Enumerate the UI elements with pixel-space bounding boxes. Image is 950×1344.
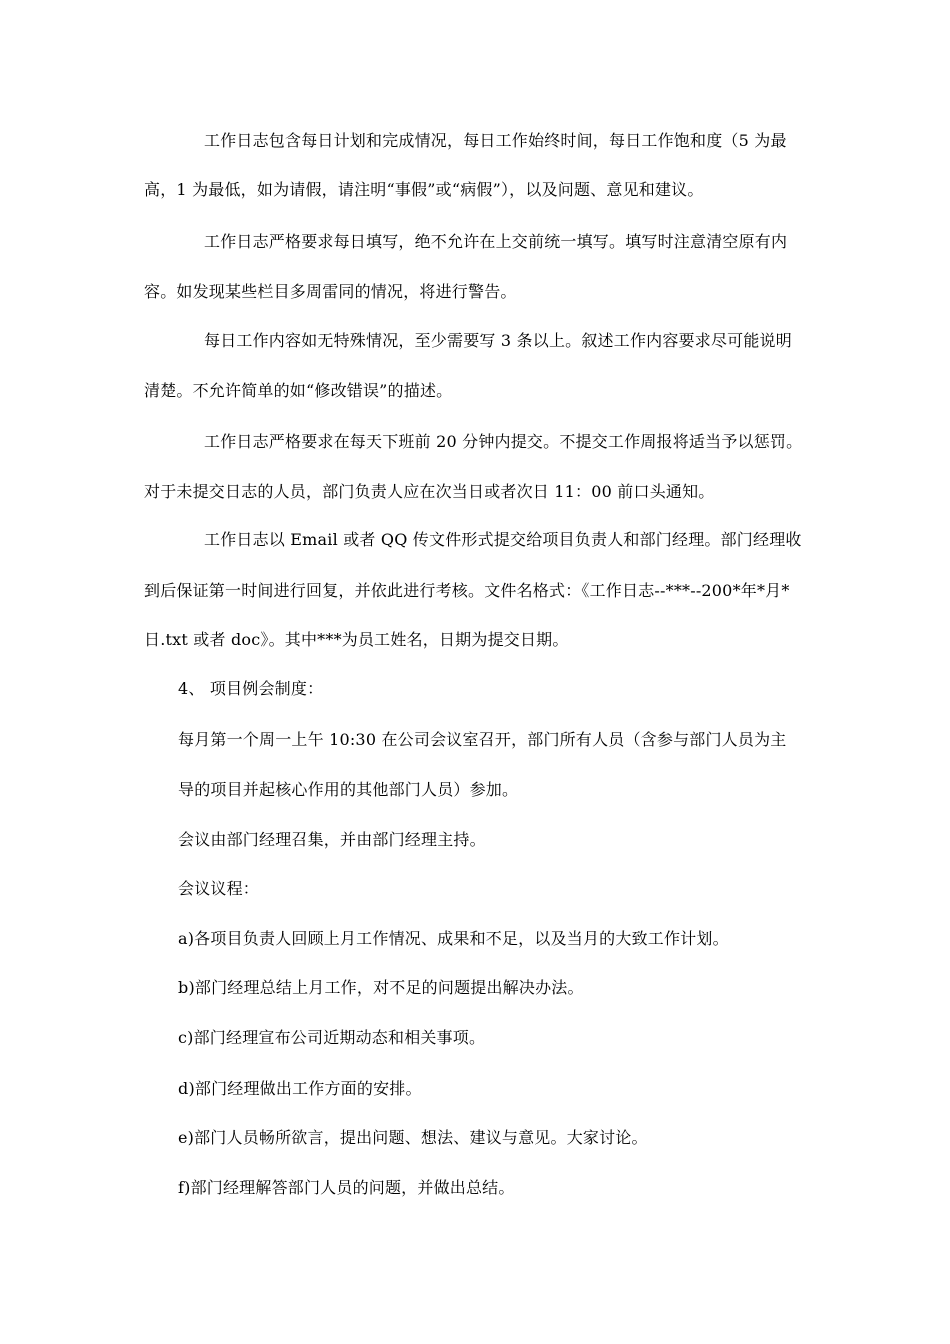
agenda-item-d: d)部门经理做出工作方面的安排。 <box>178 1079 422 1098</box>
agenda-item-a: a)各项目负责人回顾上月工作情况、成果和不足，以及当月的大致工作计划。 <box>178 929 729 948</box>
agenda-heading: 会议议程： <box>178 879 260 898</box>
agenda-item-f: f)部门经理解答部门人员的问题，并做出总结。 <box>178 1178 515 1197</box>
meeting-line-1: 每月第一个周一上午 10:30 在公司会议室召开，部门所有人员（含参与部门人员为主 <box>178 730 787 749</box>
paragraph-3-line-1: 每日工作内容如无特殊情况，至少需要写 3 条以上。叙述工作内容要求尽可能说明 <box>204 331 792 350</box>
paragraph-2-line-1: 工作日志严格要求每日填写，绝不允许在上交前统一填写。填写时注意清空原有内 <box>204 232 788 251</box>
paragraph-1-line-2: 高，1 为最低，如为请假，请注明“事假”或“病假”），以及问题、意见和建议。 <box>144 180 704 199</box>
agenda-item-b: b)部门经理总结上月工作，对不足的问题提出解决办法。 <box>178 978 584 997</box>
paragraph-1-line-1: 工作日志包含每日计划和完成情况，每日工作始终时间，每日工作饱和度（5 为最 <box>204 131 787 150</box>
paragraph-5-line-2: 到后保证第一时间进行回复，并依此进行考核。文件名格式：《工作日志--***--200*年*月* <box>144 581 790 600</box>
agenda-item-e: e)部门人员畅所欲言，提出问题、想法、建议与意见。大家讨论。 <box>178 1128 648 1147</box>
paragraph-5-line-1: 工作日志以 Email 或者 QQ 传文件形式提交给项目负责人和部门经理。部门经理收 <box>204 530 802 549</box>
paragraph-4-line-1: 工作日志严格要求在每天下班前 20 分钟内提交。不提交工作周报将适当予以惩罚。 <box>204 432 803 451</box>
host-line: 会议由部门经理召集，并由部门经理主持。 <box>178 830 486 849</box>
paragraph-5-line-3: 日.txt 或者 doc》。其中***为员工姓名，日期为提交日期。 <box>144 630 569 649</box>
paragraph-4-line-2: 对于未提交日志的人员，部门负责人应在次当日或者次日 11：00 前口头通知。 <box>144 482 715 501</box>
paragraph-3-line-2: 清楚。不允许简单的如“修改错误”的描述。 <box>144 381 453 400</box>
agenda-item-c: c)部门经理宣布公司近期动态和相关事项。 <box>178 1028 486 1047</box>
paragraph-2-line-2: 容。如发现某些栏目多周雷同的情况，将进行警告。 <box>144 282 517 301</box>
meeting-line-2: 导的项目并起核心作用的其他部门人员）参加。 <box>178 780 519 799</box>
section-heading: 4、 项目例会制度： <box>178 679 324 698</box>
